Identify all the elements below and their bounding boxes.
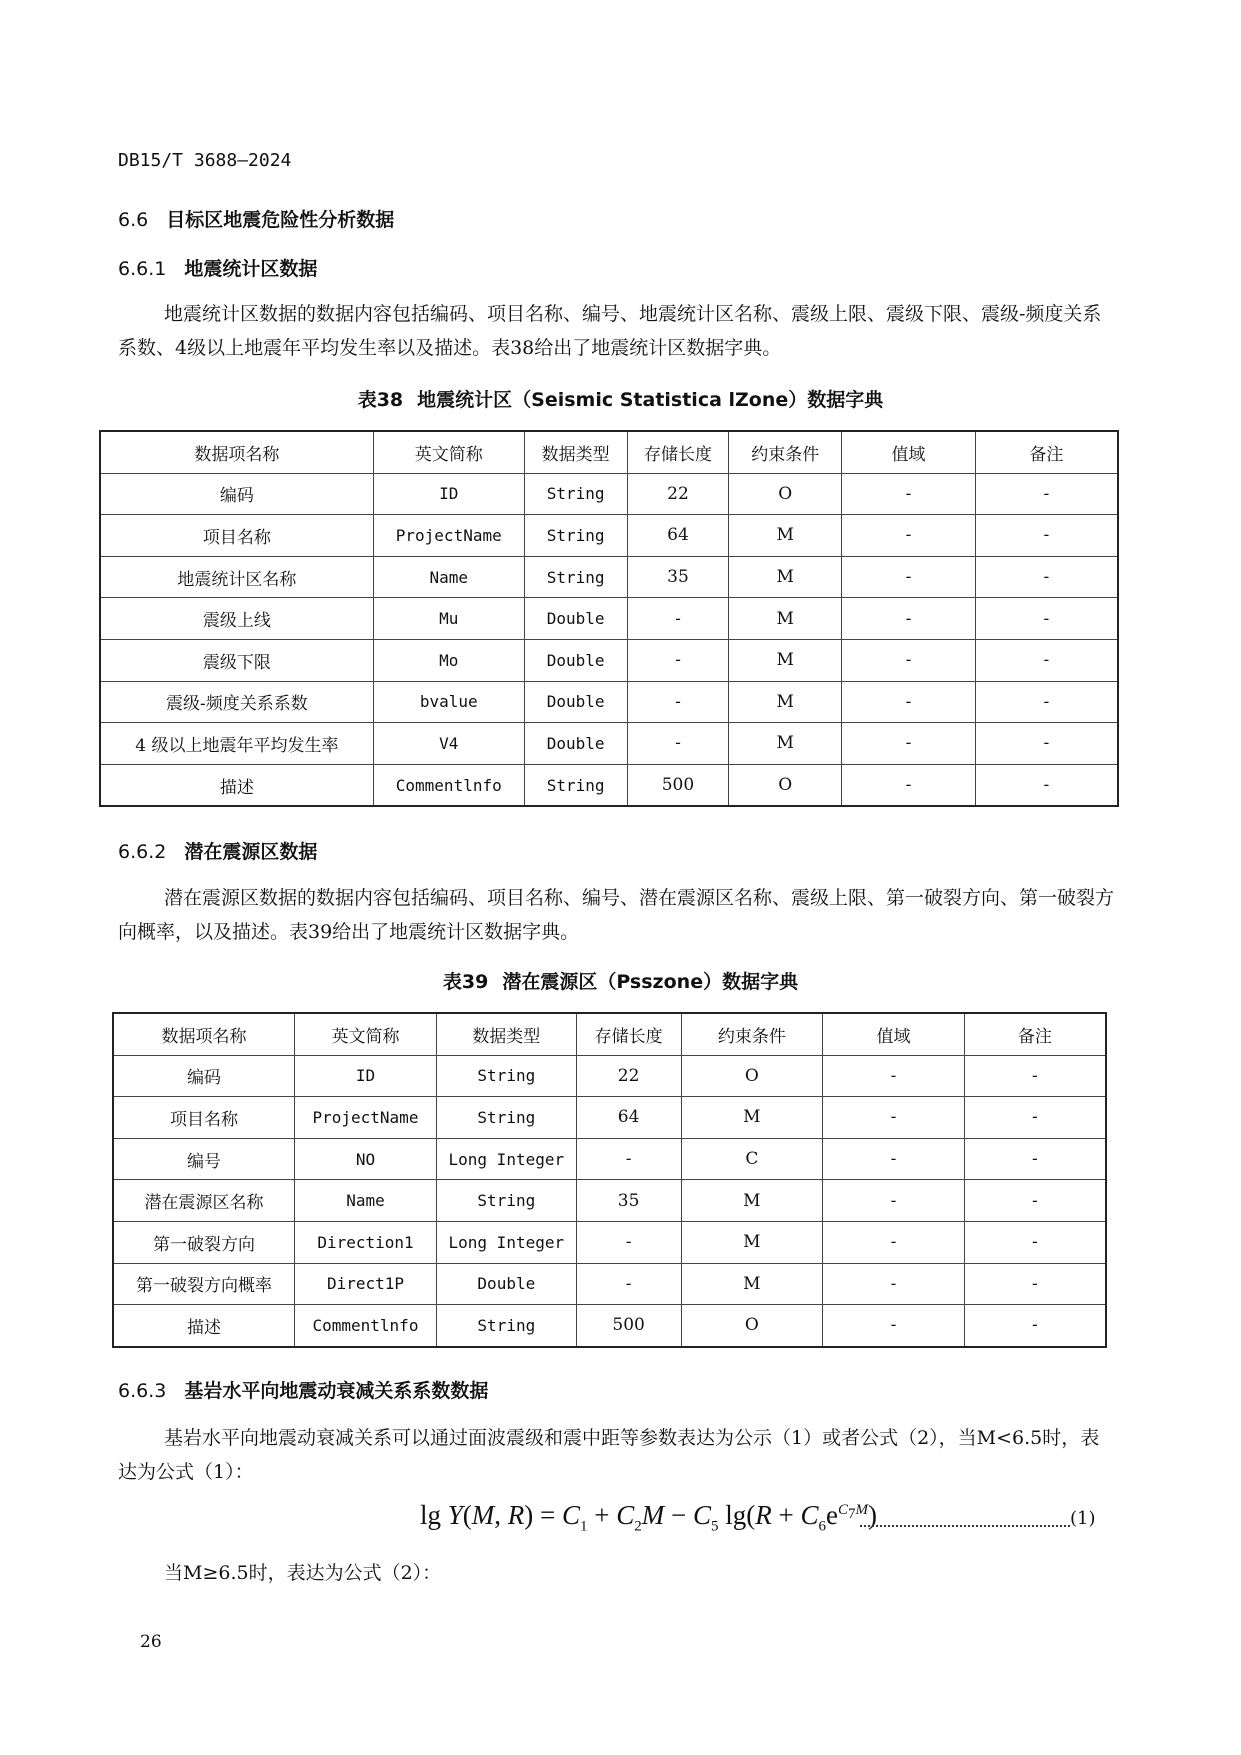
table-cell: Commentlnfo (295, 1305, 437, 1347)
table-cell: ID (295, 1055, 437, 1097)
table-cell: String (524, 556, 627, 598)
table-cell: - (964, 1180, 1106, 1222)
table-cell: - (975, 515, 1118, 557)
table-cell: 500 (576, 1305, 681, 1347)
table-header-cell: 约束条件 (681, 1013, 823, 1055)
table-cell: 第一破裂方向 (113, 1221, 295, 1263)
table-cell: M (681, 1097, 823, 1139)
table-cell: 震级上线 (100, 598, 373, 640)
table-cell: M (729, 515, 842, 557)
table-cell: - (823, 1097, 965, 1139)
table-header-cell: 数据项名称 (100, 431, 373, 473)
table-row (100, 515, 1118, 557)
table-cell: 描述 (100, 764, 373, 806)
table-cell: M (729, 598, 842, 640)
table-cell: - (964, 1305, 1106, 1347)
section-6-6-1-paragraph: 地震统计区数据的数据内容包括编码、项目名称、编号、地震统计区名称、震级上限、震级下限、震级-频度关系系数、4级以上地震年平均发生率以及描述。表38给出了地震统计区数据字典。 (118, 303, 1102, 359)
table-cell: 地震统计区名称 (100, 556, 373, 598)
formula-2-intro: 当M≥6.5时，表达为公式（2）： (164, 1562, 442, 1584)
table-cell: - (842, 681, 976, 723)
table-cell: - (964, 1097, 1106, 1139)
table-cell: 第一破裂方向概率 (113, 1263, 295, 1305)
table-header-cell: 数据项名称 (113, 1013, 295, 1055)
table-cell: M (729, 639, 842, 681)
table-cell: - (823, 1305, 965, 1347)
table-cell: O (729, 473, 842, 515)
table-cell: Double (524, 681, 627, 723)
table-cell: Long Integer (436, 1138, 576, 1180)
table-cell: M (681, 1180, 823, 1222)
table-cell: Commentlnfo (373, 764, 524, 806)
table-cell: - (627, 681, 729, 723)
table-cell: 编码 (100, 473, 373, 515)
table-cell: String (436, 1305, 576, 1347)
table-cell: - (975, 598, 1118, 640)
table-row (113, 1097, 1106, 1139)
table-cell: M (681, 1263, 823, 1305)
table-row (100, 473, 1118, 515)
table39-body (113, 1013, 1106, 1347)
table-cell: String (524, 764, 627, 806)
table-cell: 编号 (113, 1138, 295, 1180)
section-6-6-3-heading (118, 1376, 488, 1403)
table-header-cell: 数据类型 (524, 431, 627, 473)
table-title: 地震统计区（Seismic Statistica lZone）数据字典 (417, 389, 884, 411)
table-cell: Double (524, 598, 627, 640)
formula-label: (1) (1070, 1508, 1096, 1529)
table-cell: M (729, 556, 842, 598)
section-6-6-3-paragraph: 基岩水平向地震动衰减关系可以通过面波震级和震中距等参数表达为公示（1）或者公式（2），当M<6.5时，表达为公式（1）： (118, 1427, 1100, 1483)
table-cell: - (975, 473, 1118, 515)
table-cell: Mu (373, 598, 524, 640)
table-header-row (100, 431, 1118, 473)
table38-caption (0, 385, 1241, 412)
table-cell: - (842, 639, 976, 681)
table-cell: - (823, 1055, 965, 1097)
table-cell: Direct1P (295, 1263, 437, 1305)
table-cell: ID (373, 473, 524, 515)
table-header-cell: 备注 (964, 1013, 1106, 1055)
table-cell: - (823, 1180, 965, 1222)
table-cell: O (729, 764, 842, 806)
table-row (113, 1305, 1106, 1347)
table-cell: C (681, 1138, 823, 1180)
table-header-cell: 备注 (975, 431, 1118, 473)
section-number: 6.6.2 (118, 841, 167, 863)
table-row (113, 1180, 1106, 1222)
table-cell: - (975, 764, 1118, 806)
table-cell: 35 (576, 1180, 681, 1222)
table-cell: Name (373, 556, 524, 598)
table-cell: 项目名称 (113, 1097, 295, 1139)
table-cell: - (964, 1055, 1106, 1097)
table-cell: - (975, 681, 1118, 723)
table-cell: ProjectName (373, 515, 524, 557)
table-cell: Mo (373, 639, 524, 681)
table-cell: 潜在震源区名称 (113, 1180, 295, 1222)
table-cell: - (576, 1138, 681, 1180)
table-row (113, 1263, 1106, 1305)
table-cell: M (681, 1221, 823, 1263)
table-cell: 500 (627, 764, 729, 806)
document-code: DB15/T 3688—2024 (118, 150, 292, 171)
table-cell: Direction1 (295, 1221, 437, 1263)
table-cell: Long Integer (436, 1221, 576, 1263)
table-header-row (113, 1013, 1106, 1055)
section-6-6-2-heading (118, 837, 317, 864)
table39 (112, 1012, 1107, 1348)
section-title: 基岩水平向地震动衰减关系系数数据 (184, 1380, 489, 1402)
section-number: 6.6.3 (118, 1380, 167, 1402)
table-cell: bvalue (373, 681, 524, 723)
table-row (113, 1221, 1106, 1263)
table-cell: Double (436, 1263, 576, 1305)
table-header-cell: 英文简称 (373, 431, 524, 473)
page-number: 26 (140, 1632, 162, 1652)
table-cell: - (823, 1138, 965, 1180)
table-cell: - (627, 639, 729, 681)
attenuation-formula-1: lg Y(M, $R) = C_1 + C_2M - C_5$ $\lg(R + C_6e^{C_7M})$ (420, 1500, 878, 1535)
table-cell: - (975, 723, 1118, 765)
table39-caption (0, 967, 1241, 994)
table-cell: V4 (373, 723, 524, 765)
table38 (99, 430, 1119, 807)
section-6-6-1-heading (118, 254, 317, 281)
table-cell: 震级-频度关系系数 (100, 681, 373, 723)
table-cell: - (975, 639, 1118, 681)
table-cell: - (627, 598, 729, 640)
table-header-cell: 英文简称 (295, 1013, 437, 1055)
table-row (100, 598, 1118, 640)
table-cell: - (842, 515, 976, 557)
table-cell: - (576, 1263, 681, 1305)
section-number: 6.6.1 (118, 258, 167, 280)
table-row (113, 1055, 1106, 1097)
section-title: 目标区地震危险性分析数据 (166, 209, 395, 231)
table-cell: 22 (576, 1055, 681, 1097)
table-row (100, 723, 1118, 765)
table-row (100, 681, 1118, 723)
table-number: 表39 (442, 971, 489, 993)
table-cell: - (823, 1221, 965, 1263)
table-cell: NO (295, 1138, 437, 1180)
dot-leader (860, 1511, 1070, 1527)
table-cell: String (524, 515, 627, 557)
table-cell: Double (524, 639, 627, 681)
table-cell: - (842, 764, 976, 806)
table-cell: 编码 (113, 1055, 295, 1097)
table-cell: O (681, 1055, 823, 1097)
table-row (100, 556, 1118, 598)
table-title: 潜在震源区（Psszone）数据字典 (502, 971, 799, 993)
table-header-cell: 值域 (823, 1013, 965, 1055)
table-cell: - (842, 473, 976, 515)
table-cell: String (436, 1097, 576, 1139)
table-cell: M (729, 681, 842, 723)
table-cell: - (576, 1221, 681, 1263)
table-row (100, 639, 1118, 681)
section-6-6-2-paragraph: 潜在震源区数据的数据内容包括编码、项目名称、编号、潜在震源区名称、震级上限、第一破裂方向、第一破裂方向概率，以及描述。表39给出了地震统计区数据字典。 (118, 887, 1115, 943)
table-cell: 22 (627, 473, 729, 515)
table-cell: 64 (576, 1097, 681, 1139)
table-cell: Double (524, 723, 627, 765)
table-cell: - (842, 598, 976, 640)
section-title: 潜在震源区数据 (184, 841, 318, 863)
table-cell: 35 (627, 556, 729, 598)
table-cell: String (524, 473, 627, 515)
section-title: 地震统计区数据 (184, 258, 318, 280)
table-cell: 描述 (113, 1305, 295, 1347)
table-header-cell: 值域 (842, 431, 976, 473)
table-cell: - (842, 556, 976, 598)
table-cell: - (842, 723, 976, 765)
table-header-cell: 约束条件 (729, 431, 842, 473)
table38-body (100, 431, 1118, 806)
table-cell: - (975, 556, 1118, 598)
section-number: 6.6 (118, 209, 149, 231)
table-cell: M (729, 723, 842, 765)
table-cell: String (436, 1180, 576, 1222)
table-cell: Name (295, 1180, 437, 1222)
formula-number (860, 1508, 1110, 1529)
table-header-cell: 存储长度 (576, 1013, 681, 1055)
table-cell: 64 (627, 515, 729, 557)
table-row (113, 1138, 1106, 1180)
table-cell: - (627, 723, 729, 765)
table-cell: 4 级以上地震年平均发生率 (100, 723, 373, 765)
table-number: 表38 (357, 389, 404, 411)
table-cell: - (964, 1138, 1106, 1180)
table-cell: 项目名称 (100, 515, 373, 557)
section-6-6-heading (118, 205, 394, 232)
table-cell: ProjectName (295, 1097, 437, 1139)
table-cell: - (964, 1221, 1106, 1263)
table-header-cell: 数据类型 (436, 1013, 576, 1055)
table-cell: - (964, 1263, 1106, 1305)
table-row (100, 764, 1118, 806)
table-cell: String (436, 1055, 576, 1097)
table-cell: - (823, 1263, 965, 1305)
table-cell: 震级下限 (100, 639, 373, 681)
table-cell: O (681, 1305, 823, 1347)
table-header-cell: 存储长度 (627, 431, 729, 473)
